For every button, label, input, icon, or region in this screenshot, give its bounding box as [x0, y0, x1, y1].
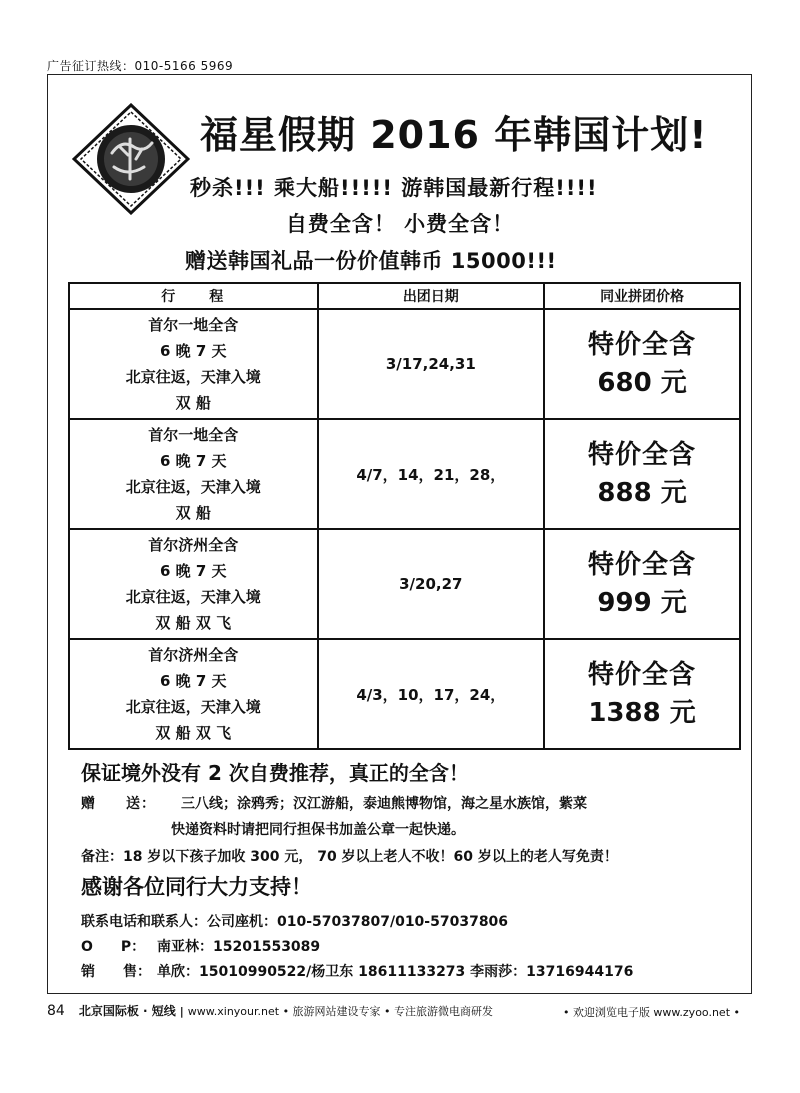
contact-op [81, 936, 320, 956]
gift-note: 快递资料时请把同行担保书加盖公章一起快递。 [171, 822, 465, 838]
price-cell: 特价全含 999 元 [544, 529, 740, 639]
dates-cell: 3/17,24,31 [318, 309, 545, 419]
ad-hotline: 广告征订热线：010-5166 5969 [47, 59, 234, 73]
tour-price-table [68, 282, 741, 750]
gift-text: 三八线；涂鸦秀；汉江游船，泰迪熊博物馆，海之星水族馆，紫菜 [181, 796, 587, 812]
price-cell: 特价全含 1388 元 [544, 639, 740, 749]
guarantee-text: 保证境外没有 2 次自费推荐，真正的全含！ [81, 761, 469, 785]
ad-title: 福星假期 2016 年韩国计划! [200, 113, 708, 157]
price-cell: 特价全含 680 元 [544, 309, 740, 419]
price-cell: 特价全含 888 元 [544, 419, 740, 529]
dates-cell: 4/3，10，17，24， [318, 639, 545, 749]
gift-line [81, 793, 587, 813]
contact-sales [81, 961, 633, 981]
contact-sales-text: 单欣：15010990522/杨卫东 18611133273 李雨莎：13716944176 [157, 964, 634, 980]
thanks-text: 感谢各位同行大力支持！ [81, 875, 312, 899]
table-row [69, 309, 740, 419]
table-header-row [69, 283, 740, 309]
contact-op-label: O P： [81, 939, 146, 955]
contact-sales-label: 销 售： [81, 964, 151, 980]
footer-separator: | [179, 1005, 184, 1018]
header-price: 同业拼团价格 [544, 283, 740, 309]
header-departure-dates: 出团日期 [318, 283, 545, 309]
footer-right-text: • 欢迎浏览电子版 www.zyoo.net • [562, 1006, 740, 1019]
itinerary-cell: 首尔济州全含 6 晚 7 天 北京往返，天津入境 双 船 双 飞 [69, 639, 318, 749]
table-row [69, 529, 740, 639]
contact-phone-label: 联系电话和联系人： [81, 914, 207, 930]
dates-cell: 4/7，14，21，28， [318, 419, 545, 529]
gift-label: 赠 送： [81, 796, 156, 812]
contact-phone-text: 公司座机：010-57037807/010-57037806 [207, 914, 509, 930]
page-number: 84 [47, 1003, 65, 1019]
itinerary-cell: 首尔一地全含 6 晚 7 天 北京往返，天津入境 双 船 [69, 309, 318, 419]
remark-text: 备注：18 岁以下孩子加收 300 元， 70 岁以上老人不收！60 岁以上的老人写免责！ [81, 849, 618, 865]
itinerary-cell: 首尔一地全含 6 晚 7 天 北京往返，天津入境 双 船 [69, 419, 318, 529]
contact-phone [81, 911, 508, 931]
publication-name: 北京国际板 · 短线 [78, 1004, 176, 1018]
contact-op-text: 南亚林：15201553089 [157, 939, 321, 955]
table-row [69, 419, 740, 529]
dates-cell: 3/20,27 [318, 529, 545, 639]
headline-gift: 赠送韩国礼品一份价值韩币 15000!!! [185, 249, 557, 273]
page-footer [47, 1002, 752, 1019]
headline-flash-sale: 秒杀!!! 乘大船!!!!! 游韩国最新行程!!!! [190, 176, 598, 200]
itinerary-cell: 首尔济州全含 6 晚 7 天 北京往返，天津入境 双 船 双 飞 [69, 529, 318, 639]
headline-all-inclusive: 自费全含！ 小费全含！ [285, 212, 515, 236]
header-itinerary: 行 程 [69, 283, 318, 309]
company-logo-icon [72, 103, 190, 215]
table-row [69, 639, 740, 749]
footer-middle-text: www.xinyour.net • 旅游网站建设专家 • 专注旅游微电商研发 [187, 1005, 494, 1018]
